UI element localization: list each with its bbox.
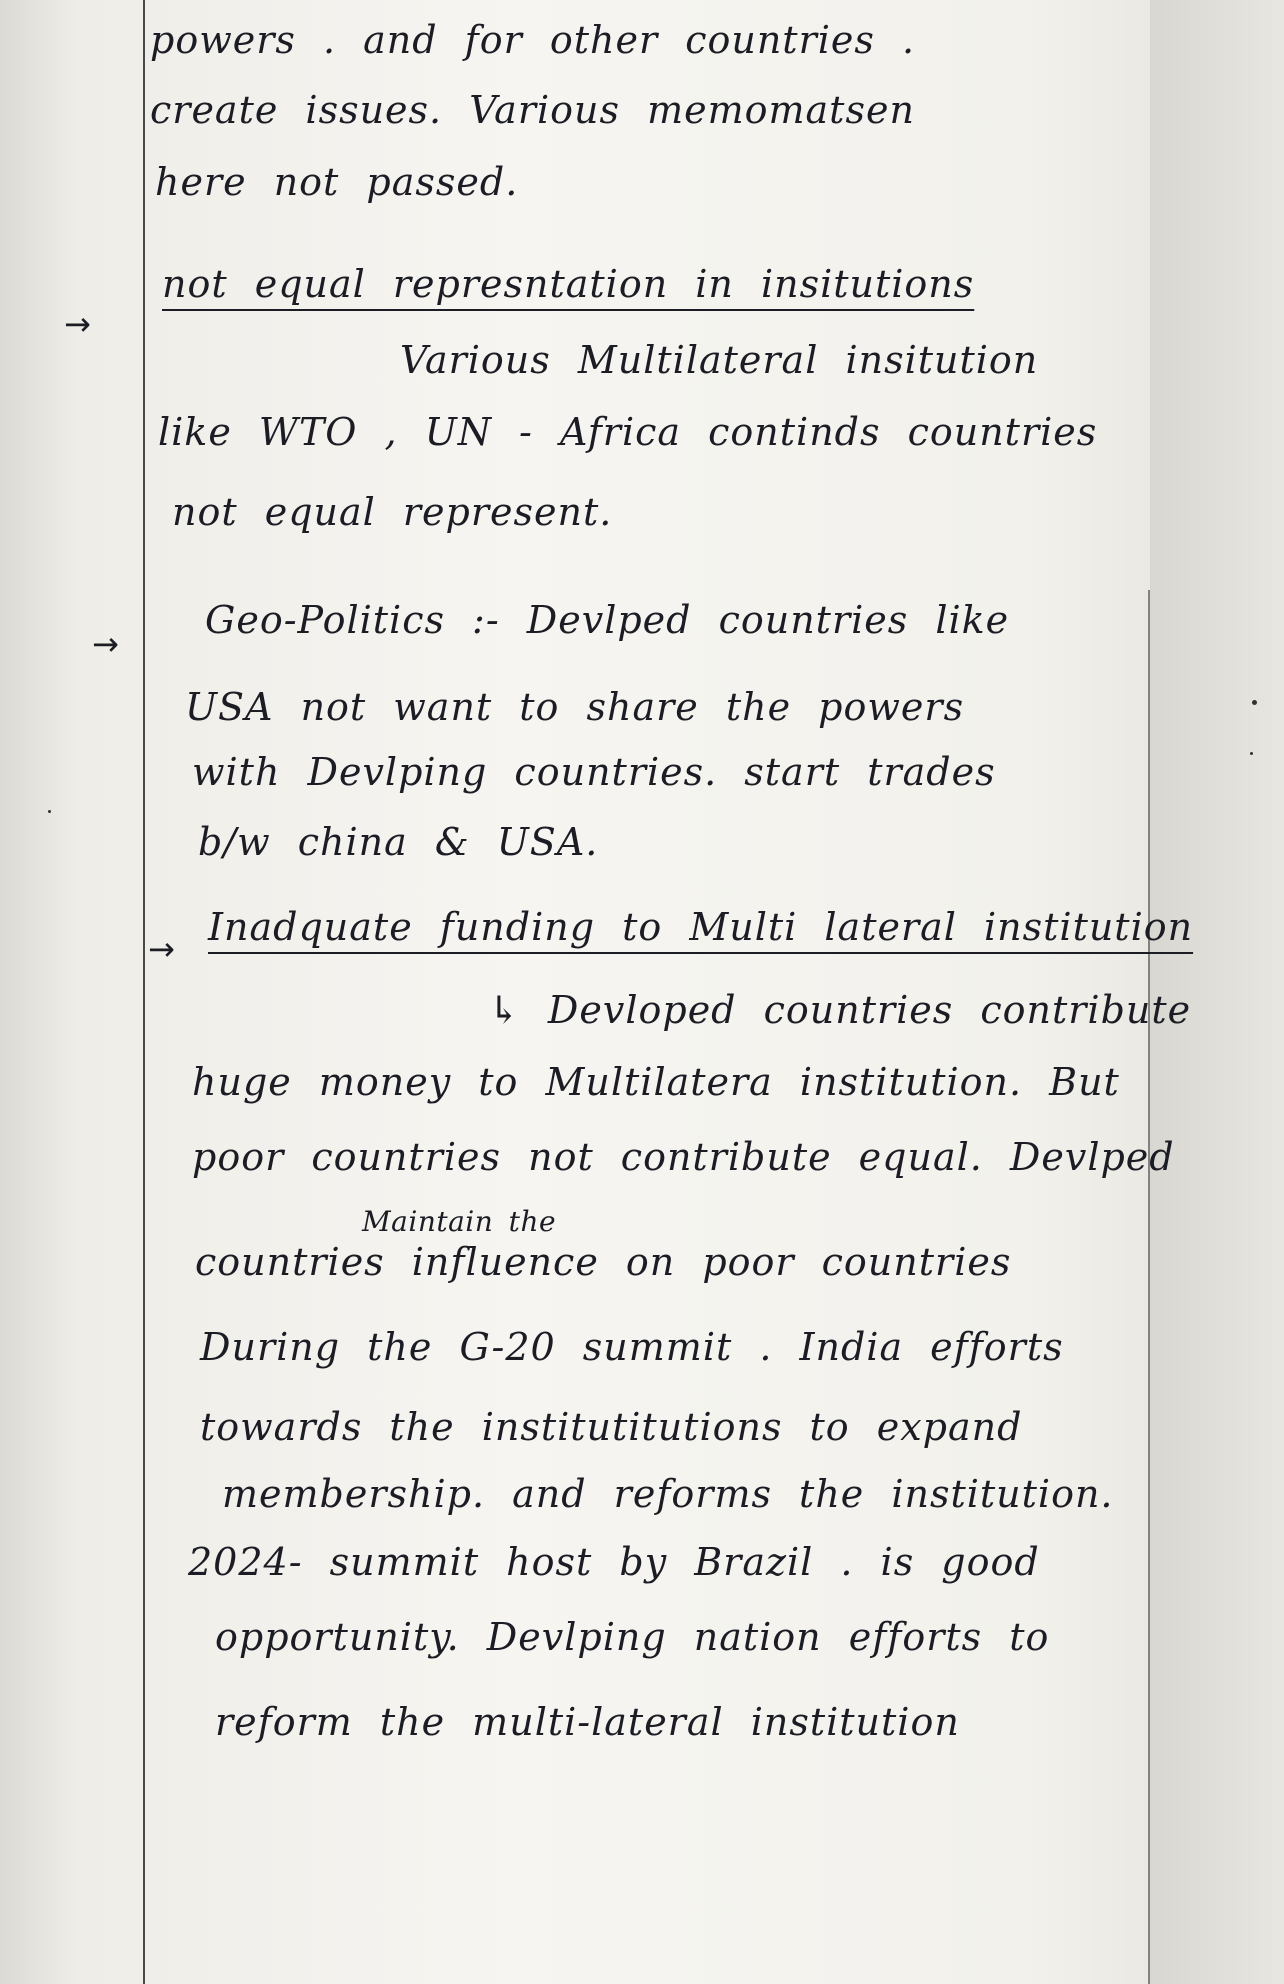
paper-speck <box>1250 752 1253 755</box>
text-line-7: not equal represent. <box>172 490 613 534</box>
text-line-22: opportunity. Devlping nation efforts to <box>215 1615 1050 1659</box>
bullet-arrow-1: → <box>64 305 91 343</box>
paper-speck <box>48 810 51 813</box>
text-line-17: countries influence on poor countries <box>195 1240 1012 1284</box>
heading-unequal-representation: not equal represntation in insitutions <box>162 262 975 306</box>
text-line-3: here not passed. <box>155 160 519 204</box>
heading-inadequate-funding: Inadquate funding to Multi lateral institution <box>208 905 1194 949</box>
text-line-14: huge money to Multilatera institution. But <box>192 1060 1120 1104</box>
text-line-9: USA not want to share the powers <box>185 685 965 729</box>
text-line-20: membership. and reforms the institution. <box>222 1472 1114 1516</box>
text-line-19: towards the institutitutions to expand <box>200 1405 1023 1449</box>
heading-geo-politics: Geo-Politics :- Devlped countries like <box>205 598 1010 642</box>
text-line-23: reform the multi-lateral institution <box>215 1700 960 1744</box>
text-line-6: like WTO , UN - Africa continds countries <box>158 410 1098 454</box>
page-right-edge <box>1148 590 1150 1984</box>
text-insert-above: Maintain the <box>362 1205 557 1238</box>
text-line-5: Various Multilateral insitution <box>400 338 1039 382</box>
text-line-21: 2024- summit host by Brazil . is good <box>188 1540 1040 1584</box>
text-line-10: with Devlping countries. start trades <box>192 750 996 794</box>
text-line-11: b/w china & USA. <box>198 820 599 864</box>
text-line-18: During the G-20 summit . India efforts <box>200 1325 1064 1369</box>
bullet-arrow-2: → <box>92 625 119 663</box>
text-line-13: ↳ Devloped countries contribute <box>488 988 1192 1032</box>
paper-speck <box>1252 700 1257 705</box>
margin-line <box>143 0 145 1984</box>
text-line-15: poor countries not contribute equal. Devlped <box>192 1135 1175 1179</box>
text-line-2: create issues. Various memomatsen <box>150 88 915 132</box>
bullet-arrow-3: → <box>148 930 175 968</box>
text-line-1: powers . and for other countries . <box>150 18 916 62</box>
